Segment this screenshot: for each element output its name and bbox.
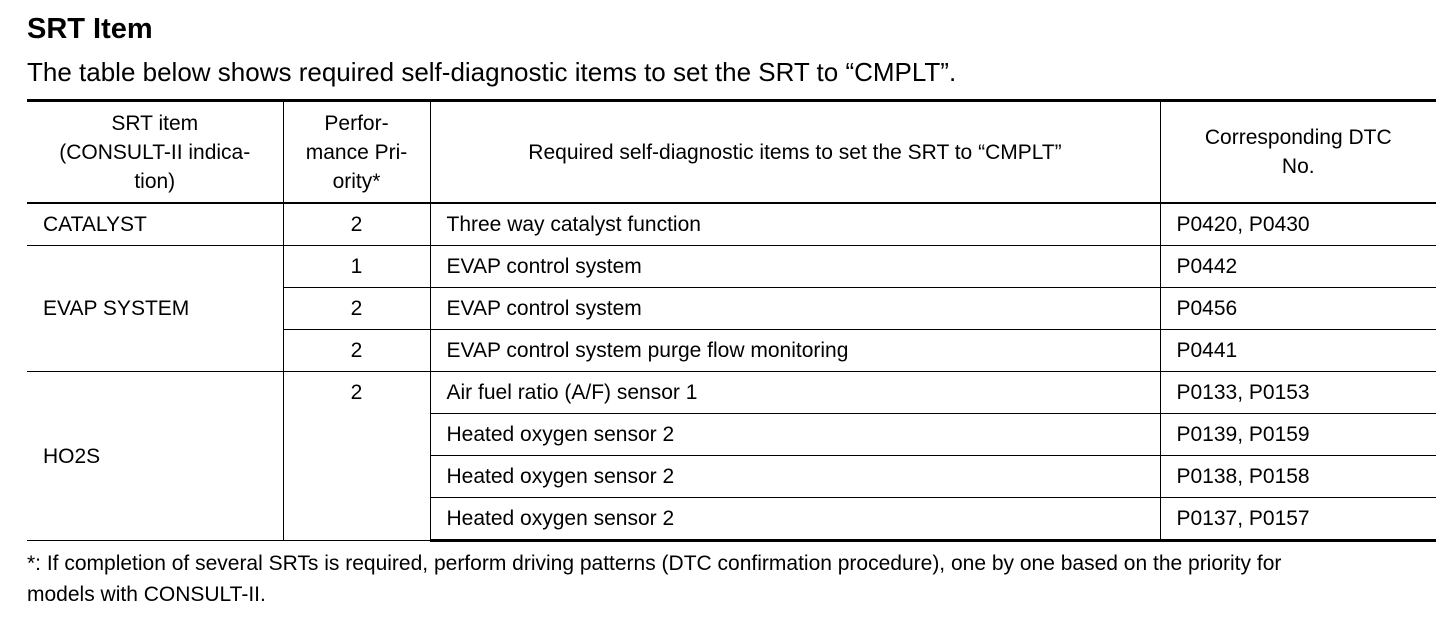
priority-cell: 2 (283, 203, 430, 246)
footnote-line: *: If completion of several SRTs is required, perform driving patterns (DTC confirmation procedure), one by one based on the priority for (27, 552, 1282, 575)
srt-item-cell: CATALYST (27, 203, 283, 246)
page-title: SRT Item (27, 13, 153, 45)
dtc-cell: P0442 (1160, 246, 1436, 288)
dtc-cell: P0456 (1160, 288, 1436, 330)
table-row (27, 203, 1436, 246)
dtc-cell: P0133, P0153 (1160, 372, 1436, 414)
dtc-cell: P0139, P0159 (1160, 414, 1436, 456)
priority-cell: 1 (283, 246, 430, 288)
footnote-line: models with CONSULT-II. (27, 583, 266, 606)
srt-item-cell: EVAP SYSTEM (27, 246, 283, 372)
required-item-cell: Air fuel ratio (A/F) sensor 1 (430, 372, 1160, 414)
required-item-cell: EVAP control system (430, 288, 1160, 330)
dtc-cell: P0137, P0157 (1160, 498, 1436, 541)
required-item-cell: EVAP control system (430, 246, 1160, 288)
header-priority: Perfor- mance Pri- ority* (283, 101, 430, 204)
required-item-cell: Heated oxygen sensor 2 (430, 414, 1160, 456)
dtc-cell: P0441 (1160, 330, 1436, 372)
required-item-cell: Three way catalyst function (430, 203, 1160, 246)
priority-cell: 2 (283, 288, 430, 330)
priority-cell: 2 (283, 372, 430, 541)
header-dtc: Corresponding DTC No. (1160, 101, 1436, 204)
table-row (27, 246, 1436, 288)
required-item-cell: EVAP control system purge flow monitoring (430, 330, 1160, 372)
priority-cell: 2 (283, 330, 430, 372)
table-header-row (27, 101, 1436, 204)
header-required-items: Required self-diagnostic items to set the SRT to “CMPLT” (430, 101, 1160, 204)
required-item-cell: Heated oxygen sensor 2 (430, 456, 1160, 498)
srt-item-cell: HO2S (27, 372, 283, 541)
dtc-cell: P0420, P0430 (1160, 203, 1436, 246)
srt-table (27, 99, 1436, 542)
page-subtitle: The table below shows required self-diagnostic items to set the SRT to “CMPLT”. (27, 57, 957, 87)
header-srt-item: SRT item (CONSULT-II indica- tion) (27, 101, 283, 204)
required-item-cell: Heated oxygen sensor 2 (430, 498, 1160, 541)
footnote (27, 548, 1447, 610)
dtc-cell: P0138, P0158 (1160, 456, 1436, 498)
table-row (27, 372, 1436, 414)
